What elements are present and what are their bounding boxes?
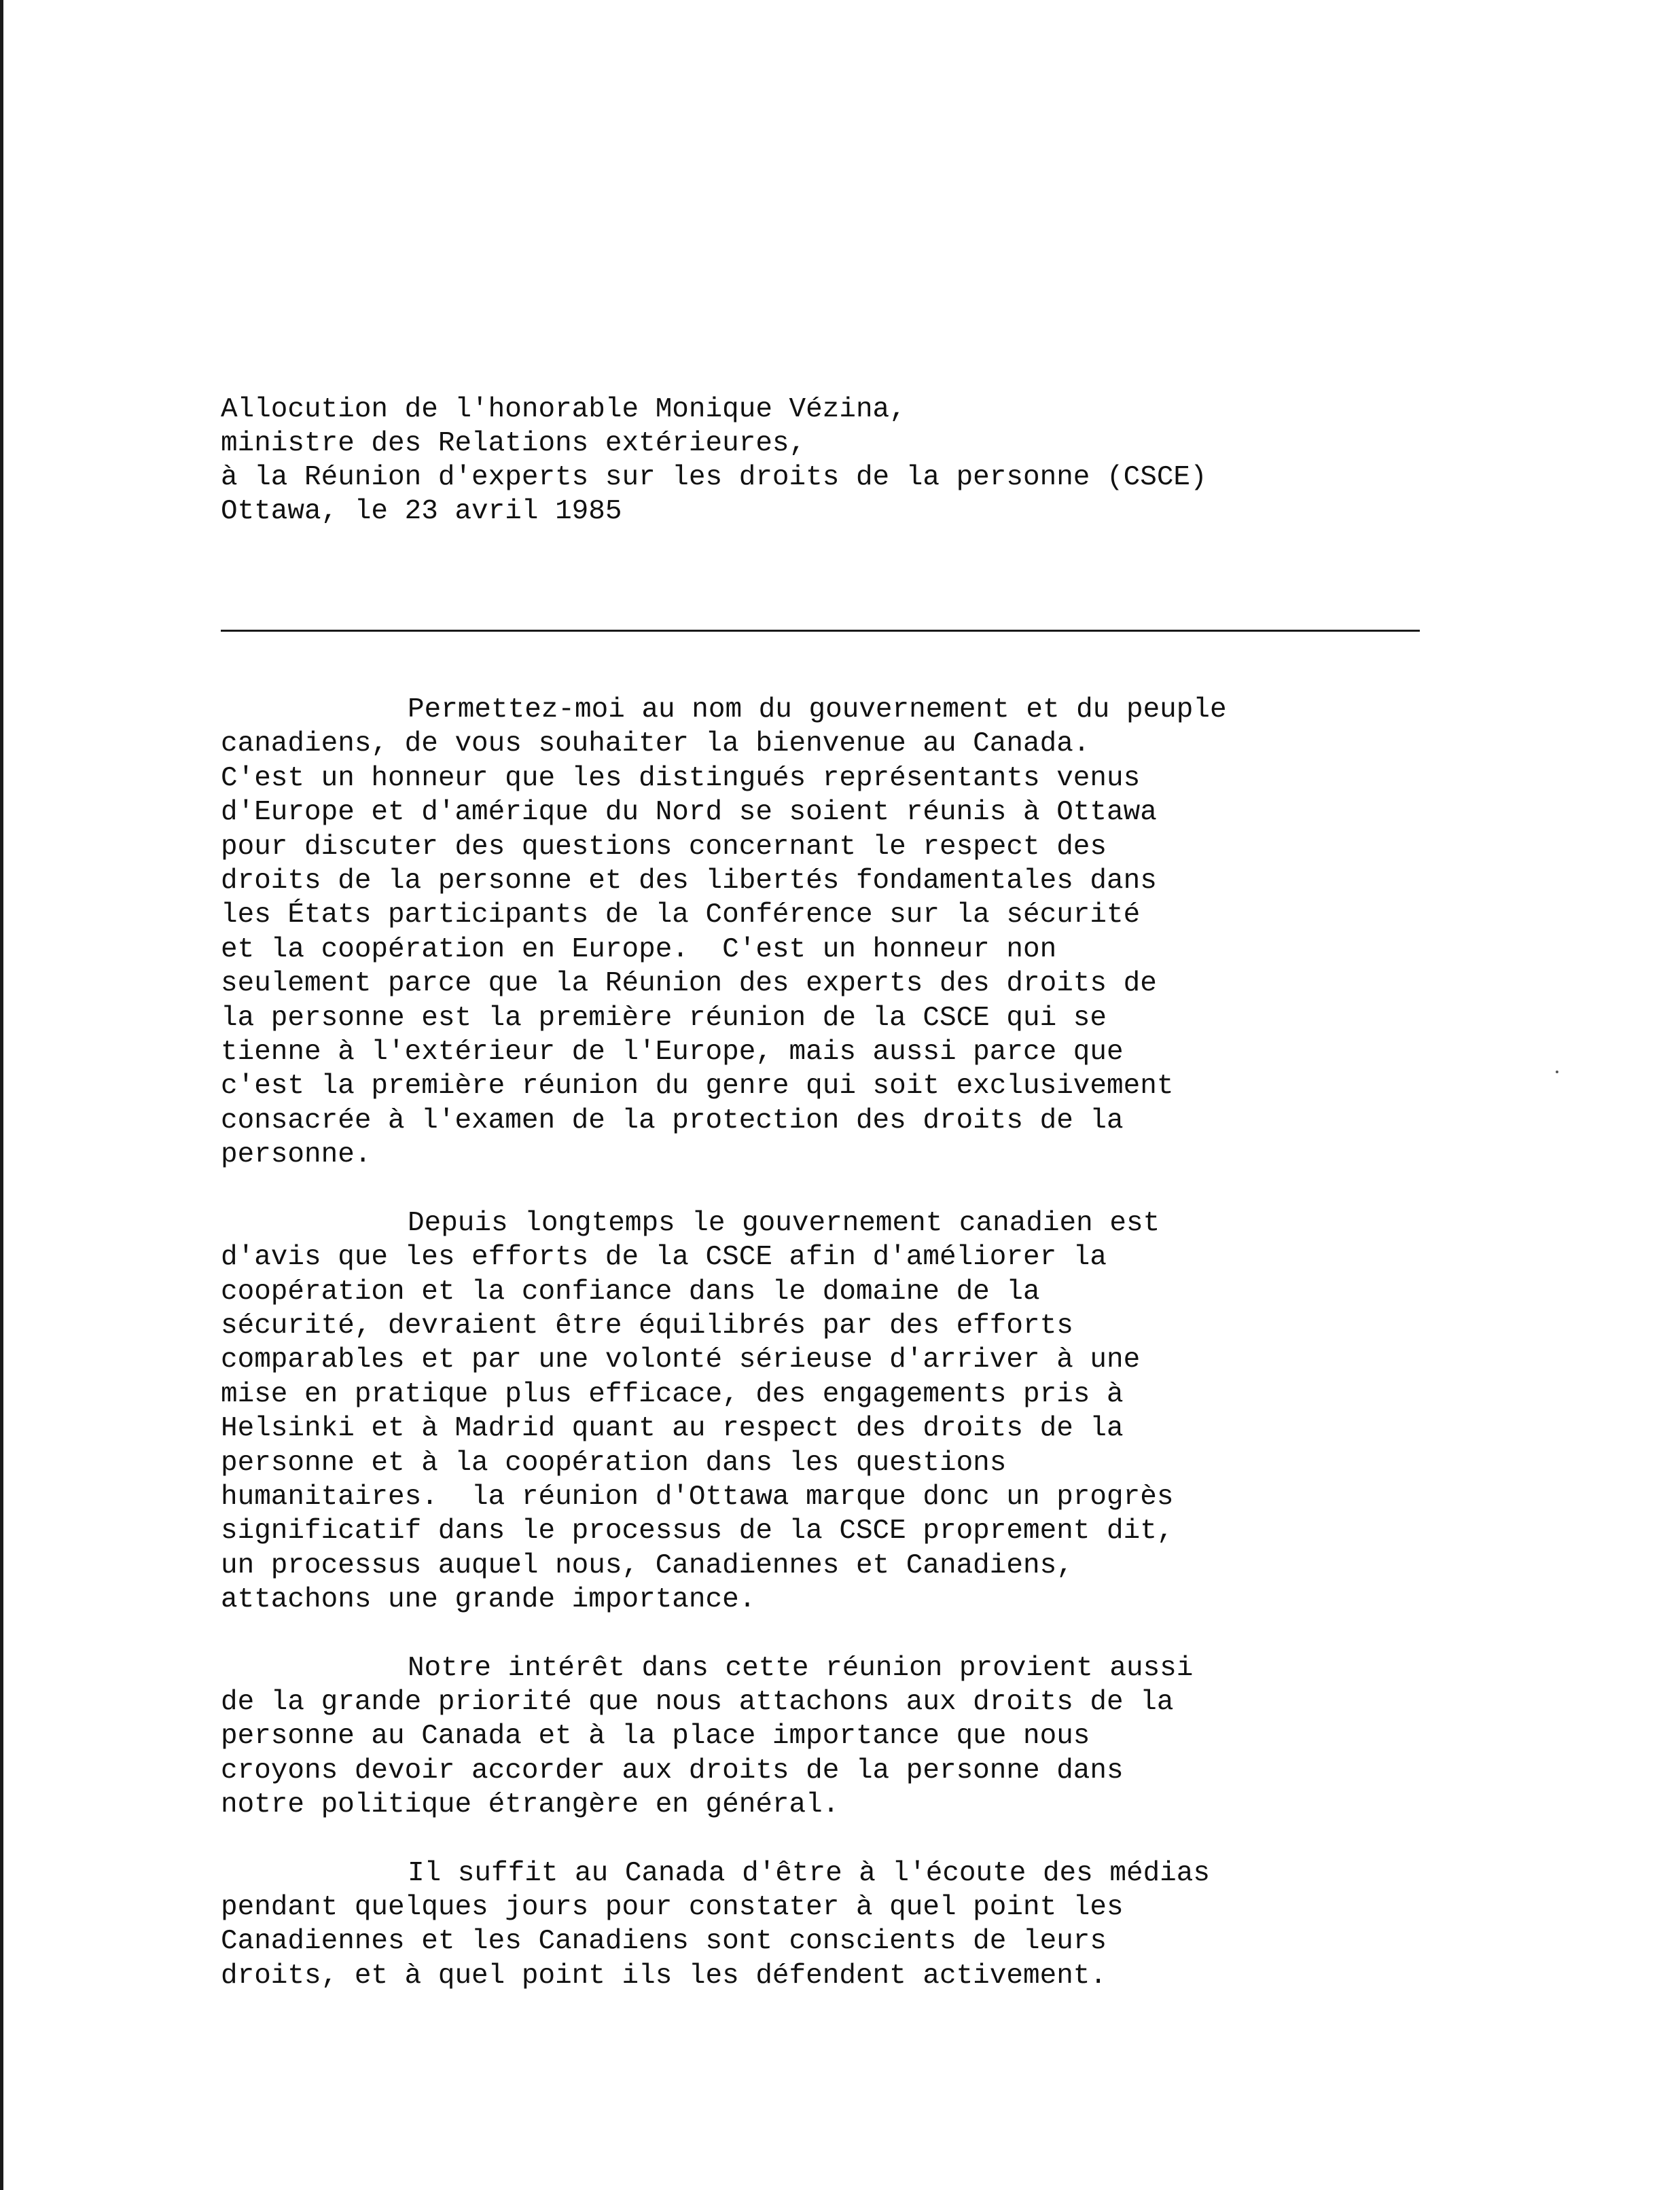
paragraph-line: droits de la personne et des libertés fondamentales dans: [221, 865, 1157, 897]
header-speaker-line: Allocution de l'honorable Monique Vézina,: [221, 394, 906, 425]
paragraph-line: sécurité, devraient être équilibrés par des efforts: [221, 1310, 1073, 1342]
paragraph-line: personne et à la coopération dans les questions: [221, 1447, 1007, 1479]
paragraph-line: significatif dans le processus de la CSCE proprement dit,: [221, 1515, 1174, 1547]
paragraph-line: consacrée à l'examen de la protection des droits de la: [221, 1105, 1124, 1136]
scan-edge: [0, 0, 3, 2190]
paragraph-line: humanitaires. la réunion d'Ottawa marque donc un progrès: [221, 1481, 1174, 1513]
paragraph-line: et la coopération en Europe. C'est un honneur non: [221, 933, 1057, 965]
header-event-line: à la Réunion d'experts sur les droits de la personne (CSCE): [221, 462, 1207, 493]
paragraph-welcome: [221, 693, 1457, 1172]
paragraph-line: les États participants de la Conférence sur la sécurité: [221, 899, 1141, 931]
speech-header: [221, 393, 1512, 528]
paragraph-line: de la grande priorité que nous attachons aux droits de la: [221, 1686, 1174, 1718]
paragraph-line: mise en pratique plus efficace, des engagements pris à: [221, 1378, 1124, 1410]
paragraph-line: croyons devoir accorder aux droits de la personne dans: [221, 1755, 1124, 1787]
paragraph-line: d'Europe et d'amérique du Nord se soient réunis à Ottawa: [221, 797, 1157, 829]
paragraph-line: Canadiennes et les Canadiens sont conscients de leurs: [221, 1926, 1107, 1958]
paragraph-line: c'est la première réunion du genre qui soit exclusivement: [221, 1071, 1174, 1102]
paragraph-line: seulement parce que la Réunion des experts des droits de: [221, 968, 1157, 1000]
paragraph-line: attachons une grande importance.: [221, 1584, 756, 1616]
paragraph-line: Il suffit au Canada d'être à l'écoute des médias: [408, 1857, 1210, 1889]
speech-body: [221, 693, 1457, 2027]
paragraph-line: d'avis que les efforts de la CSCE afin d'améliorer la: [221, 1242, 1107, 1274]
header-divider: [221, 630, 1420, 632]
paragraph-media: [221, 1856, 1457, 1994]
paragraph-interest: [221, 1651, 1457, 1823]
paragraph-line: canadiens, de vous souhaiter la bienvenue au Canada.: [221, 728, 1090, 760]
paragraph-cooperation: [221, 1206, 1457, 1617]
paragraph-line: tienne à l'extérieur de l'Europe, mais aussi parce que: [221, 1037, 1124, 1069]
header-date-line: Ottawa, le 23 avril 1985: [221, 496, 622, 527]
paragraph-line: coopération et la confiance dans le domaine de la: [221, 1276, 1040, 1308]
paragraph-line: notre politique étrangère en général.: [221, 1789, 840, 1821]
paragraph-line: Notre intérêt dans cette réunion provient aussi: [408, 1652, 1194, 1684]
paragraph-line: Depuis longtemps le gouvernement canadien est: [408, 1207, 1160, 1239]
header-title-line: ministre des Relations extérieures,: [221, 428, 806, 459]
paragraph-line: C'est un honneur que les distingués représentants venus: [221, 762, 1141, 794]
paragraph-line: comparables et par une volonté sérieuse d'arriver à une: [221, 1344, 1141, 1376]
scan-speck: [1556, 1071, 1558, 1073]
paragraph-line: personne au Canada et à la place importance que nous: [221, 1721, 1090, 1753]
paragraph-line: Helsinki et à Madrid quant au respect des droits de la: [221, 1413, 1124, 1445]
paragraph-line: un processus auquel nous, Canadiennes et Canadiens,: [221, 1549, 1073, 1581]
paragraph-line: pendant quelques jours pour constater à quel point les: [221, 1892, 1124, 1923]
paragraph-line: la personne est la première réunion de la CSCE qui se: [221, 1002, 1107, 1034]
paragraph-line: personne.: [221, 1139, 372, 1171]
paragraph-line: Permettez-moi au nom du gouvernement et du peuple: [408, 694, 1227, 725]
paragraph-line: droits, et à quel point ils les défendent activement.: [221, 1960, 1107, 1992]
paragraph-line: pour discuter des questions concernant le respect des: [221, 831, 1107, 863]
